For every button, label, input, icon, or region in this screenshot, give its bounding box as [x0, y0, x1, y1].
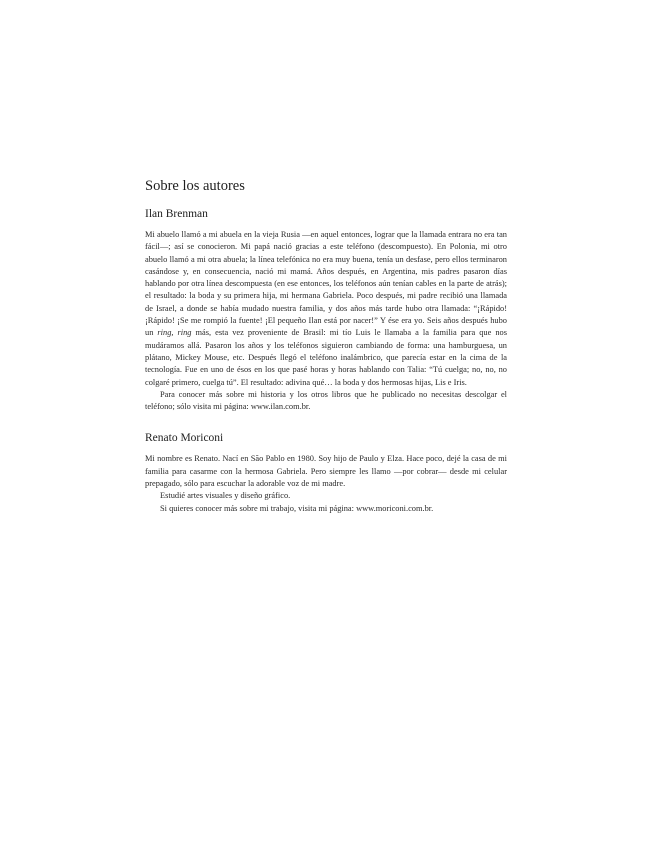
author-block-renato-moriconi: [145, 432, 507, 514]
bio-emphasis: ring, ring: [157, 328, 192, 338]
author-website-paragraph: Para conocer más sobre mi historia y los otros libros que he publicado no necesitas descolgar el teléfono; sólo visita mi página: www.ilan.com.br.: [145, 389, 507, 412]
bio-text: más, esta vez proveniente de Brasil: mi tío Luis le llamaba a la familia para que nos mudáramos allá. Pasaron los años y los teléfonos siguieron cambiando de forma: una hamburguesa, un plátano, Mickey Mouse, etc. Después llegó el teléfono inalámbrico, que parecía estar en la cima de la tecnología. Fue en uno de ésos en los que pasé horas y horas hablando con Talia: “Tú cuelga; no, no, no colgaré primero, cuelga tú”. El resultado: adivina qué… la boda y dos hermosas hijas, Lis e Iris.: [145, 328, 507, 387]
author-name: Renato Moriconi: [145, 432, 224, 445]
author-name: Ilan Brenman: [145, 208, 208, 220]
text-column: [145, 178, 507, 534]
author-bio-paragraph: [145, 229, 507, 389]
author-bio-paragraph: Mi nombre es Renato. Nací en São Pablo en 1980. Soy hijo de Paulo y Elza. Hace poco, dejé la casa de mi familia para casarme con la hermosa Gabriela. Pero siempre les llamo —por cobrar— desde mi celular prepagado, sólo para escuchar la adorable voz de mi madre.: [145, 454, 507, 489]
author-studies-paragraph: Estudié artes visuales y diseño gráfico.: [160, 491, 291, 501]
bio-text: Mi abuelo llamó a mi abuela en la vieja Rusia —en aquel entonces, lograr que la llamada entrara no era tan fácil—; así se conocieron. Mi papá nació gracias a este teléfono (descompuesto). En Polonia, mi otro abuelo llamó a mi otra abuela; la línea telefónica no era muy buena, tenía un desfase, pero ellos terminaron casándose y, en consecuencia, nació mi mamá. Años después, en Argentina, mis padres pasaron días hablando por otra línea descompuesta (en ese entonces, los teléfonos aún tenían cables en la parte de atrás); el resultado: la boda y su primera hija, mi hermana Gabriela. Poco después, mi padre recibió una llamada de Israel, a donde se había mudado nuestra familia, y dos años más tarde hubo otra llamada: “¡Rápido! ¡Rápido! ¡Se me rompió la fuente! ¡El pequeño Ilan está por nacer!” Y ése era yo. Seis años después hubo un: [145, 230, 507, 338]
author-block-ilan-brenman: [145, 208, 507, 413]
author-website-paragraph: Si quieres conocer más sobre mi trabajo, visita mi página: www.moriconi.com.br.: [160, 503, 434, 513]
section-title: Sobre los autores: [145, 178, 245, 194]
